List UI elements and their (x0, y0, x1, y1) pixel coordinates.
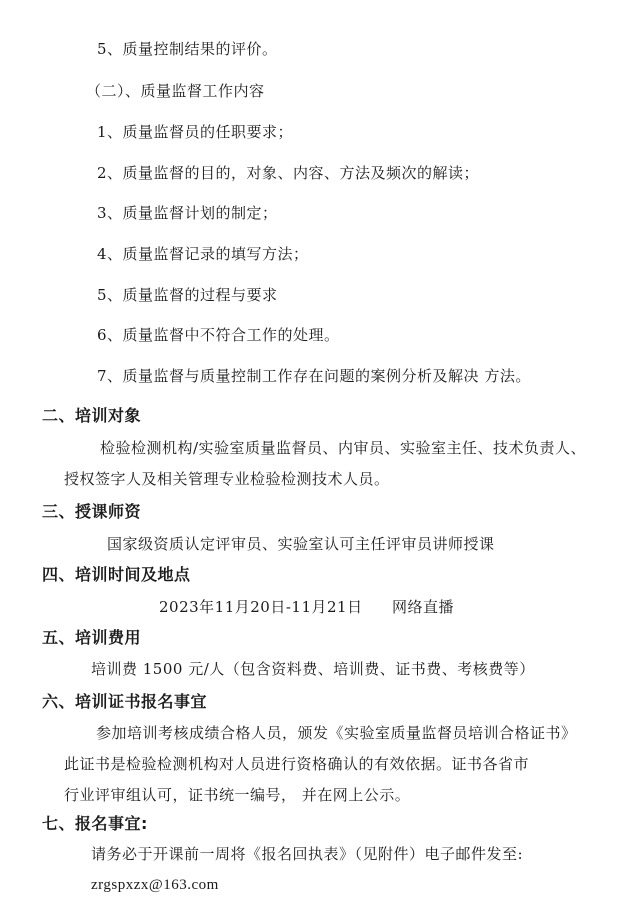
section-3-heading: 三、授课师资 (42, 502, 142, 521)
section-6-line-2: 此证书是检验检测机构对人员进行资格确认的有效依据。证书各省市 (64, 755, 530, 773)
section-2-line-1: 检验检测机构/实验室质量监督员、内审员、实验室主任、技术负责人、 (100, 439, 587, 457)
supervision-item-4: 4、质量监督记录的填写方法； (97, 245, 309, 263)
supervision-heading: （二）、质量监督工作内容 (86, 82, 265, 100)
section-3-line: 国家级资质认定评审员、实验室认可主任评审员讲师授课 (107, 535, 495, 553)
section-5-line: 培训费 1500 元/人（包含资料费、培训费、证书费、考核费等） (91, 660, 535, 678)
section-2-heading: 二、培训对象 (42, 406, 142, 425)
section-4-heading: 四、培训时间及地点 (42, 565, 191, 584)
contact-email: zrgspxzx@163.com (91, 877, 219, 893)
quality-control-item-5: 5、质量控制结果的评价。 (97, 40, 278, 58)
section-6-heading: 六、培训证书报名事宜 (42, 692, 208, 711)
section-4-date: 2023年11月20日-11月21日 (159, 598, 363, 616)
section-6-line-3: 行业评审组认可，证书统一编号， 并在网上公示。 (64, 786, 411, 804)
section-6-line-1: 参加培训考核成绩合格人员，颁发《实验室质量监督员培训合格证书》 (96, 724, 577, 742)
supervision-item-7: 7、质量监督与质量控制工作存在问题的案例分析及解决 方法。 (97, 367, 531, 385)
section-2-line-2: 授权签字人及相关管理专业检验检测技术人员。 (64, 470, 390, 488)
supervision-item-2: 2、质量监督的目的，对象、内容、方法及频次的解读； (97, 164, 480, 182)
section-7-line: 请务必于开课前一周将《报名回执表》（见附件）电子邮件发至: (91, 845, 524, 863)
supervision-item-6: 6、质量监督中不符合工作的处理。 (97, 326, 340, 344)
section-7-heading: 七、报名事宜: (42, 814, 148, 833)
supervision-item-3: 3、质量监督计划的制定； (97, 204, 278, 222)
section-4-place: 网络直播 (392, 598, 455, 616)
supervision-item-1: 1、质量监督员的任职要求； (97, 123, 294, 141)
supervision-item-5: 5、质量监督的过程与要求 (97, 286, 278, 304)
section-5-heading: 五、培训费用 (42, 628, 142, 647)
